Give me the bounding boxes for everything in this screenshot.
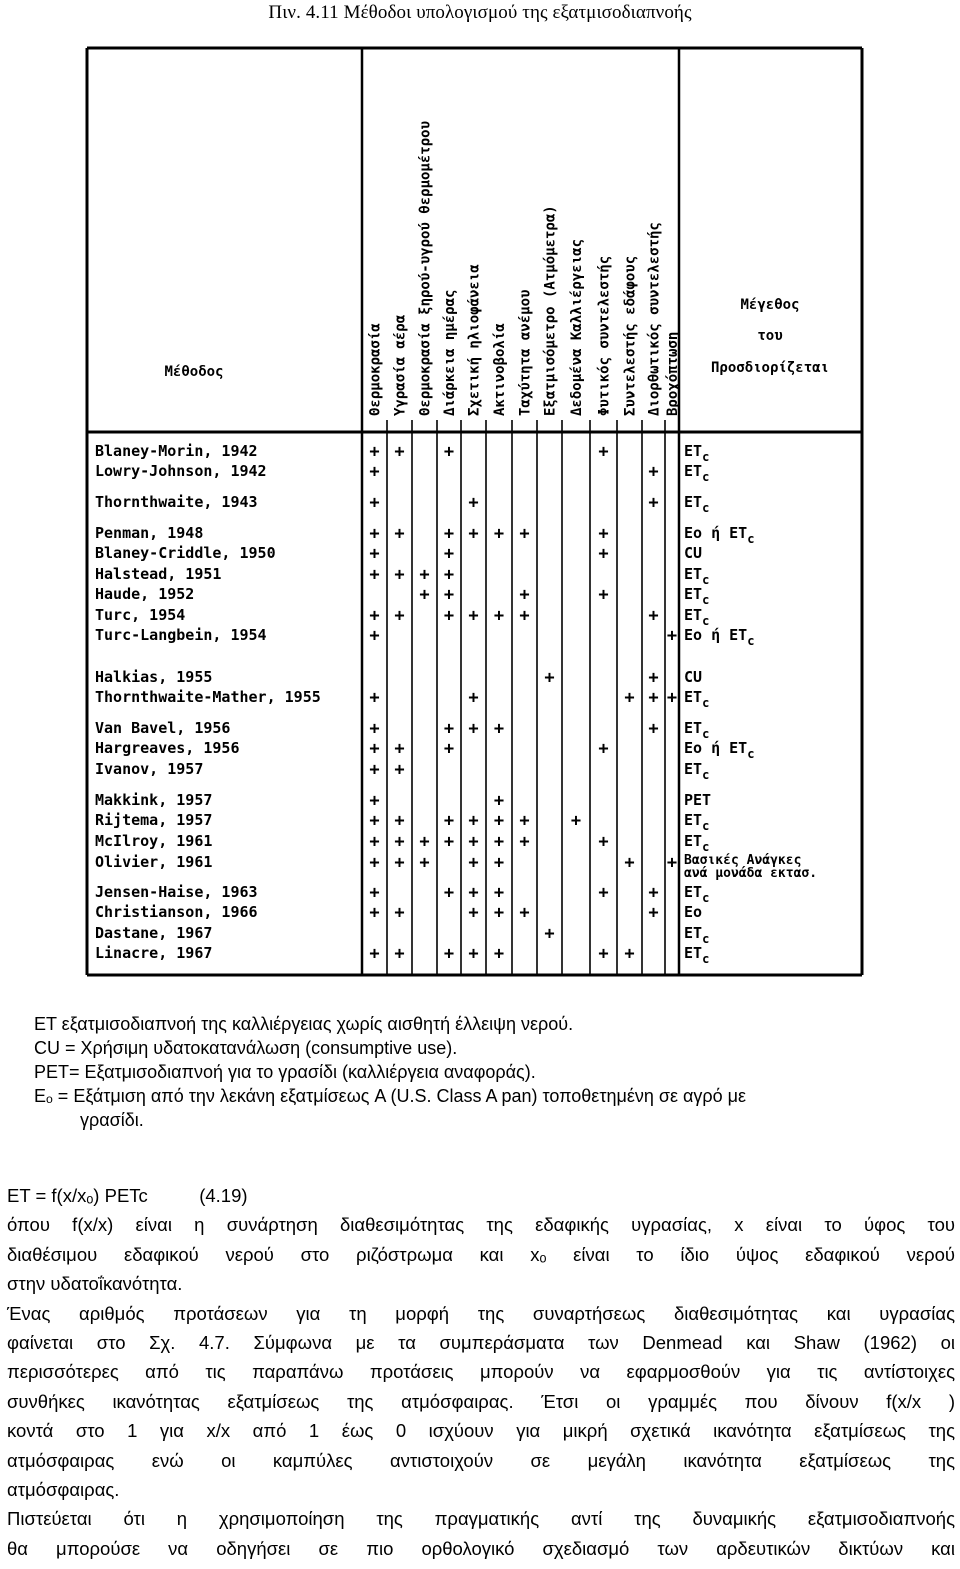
plus-mark: + — [369, 524, 380, 544]
result-value: $ET_c$ — [684, 811, 710, 833]
plus-mark: + — [648, 903, 659, 923]
note-eo: Eₒ = Εξάτμιση από την λεκάνη εξατμίσεως A (U.S. Class A pan) τοποθετημένη σε αγρό με — [34, 1086, 747, 1106]
plus-mark: + — [598, 832, 609, 852]
result-value: Eo ή $ET_c$ — [684, 739, 755, 761]
plus-mark: + — [468, 688, 479, 708]
plus-mark: + — [443, 719, 455, 739]
column-header: Εξατμισόμετρο (Ατμόμετρα) — [542, 205, 559, 416]
plus-mark: + — [598, 739, 609, 759]
table-caption: Πιν. 4.11 Μέθοδοι υπολογισμού της εξατμισοδιαπνοής — [268, 2, 692, 23]
plus-mark: + — [369, 719, 380, 739]
column-header: Σχετική ηλιοφάνεια — [466, 264, 483, 416]
note-cu: CU = Χρήσιμη υδατοκατανάλωση (consumptive use). — [34, 1038, 458, 1058]
paragraph-line: ατμόσφαιρας. — [7, 1479, 120, 1501]
plus-mark: + — [648, 719, 659, 739]
plus-mark: + — [419, 565, 430, 585]
plus-mark: + — [468, 524, 479, 544]
column-header: Ταχύτητα ανέμου — [517, 289, 534, 416]
plus-mark: + — [394, 811, 405, 831]
paragraph-line: Ένας αριθμός προτάσεων για τη μορφή της συναρτήσεως διαθεσιμότητας και υγρασίας — [7, 1302, 955, 1324]
plus-mark: + — [394, 606, 405, 626]
plus-mark: + — [648, 493, 659, 513]
plus-mark: + — [369, 688, 380, 708]
plus-mark: + — [544, 924, 555, 944]
method-name: Thornthwaite-Mather, 1955 — [95, 688, 321, 706]
plus-mark: + — [369, 739, 380, 759]
plus-mark: + — [519, 524, 530, 544]
paragraph-line: συνθήκες ικανότητας εξατμίσεως της ατμόσφαιρας. Έτσι οι γραμμές που δίνουν f(x/x ) — [7, 1390, 955, 1412]
body-text — [7, 1181, 955, 1563]
column-header: Ακτινοβολία — [492, 323, 508, 416]
note-pet: PET= Εξατμισοδιαπνοή για το γρασίδι (καλλιέργεια αναφοράς). — [34, 1062, 536, 1082]
plus-mark: + — [598, 544, 609, 564]
paragraph-line: διαθέσιμου εδαφικού νερού στο ριζόστρωμα και xₒ είναι το ίδιο ύψος εδαφικού νερού — [7, 1243, 955, 1265]
plus-mark: + — [648, 668, 659, 688]
plus-mark: + — [493, 719, 505, 739]
plus-mark: + — [468, 903, 479, 923]
plus-mark: + — [443, 883, 455, 903]
plus-mark: + — [419, 853, 430, 873]
plus-mark: + — [443, 739, 455, 759]
plus-mark: + — [419, 585, 430, 605]
plus-mark: + — [468, 944, 479, 964]
plus-mark: + — [493, 791, 505, 811]
paragraph-line: ατμόσφαιρας ενώ οι καμπύλες αντιστοιχούν σε μεγάλη ικανότητα εξατμίσεως της — [7, 1449, 955, 1471]
plus-mark: + — [468, 883, 479, 903]
plus-mark: + — [666, 853, 678, 873]
paragraph-line: περισσότερες από τις παραπάνω προτάσεις μπορούν να εφαρμοσθούν για τις αντίστοιχες — [7, 1361, 955, 1383]
method-name: Dastane, 1967 — [95, 924, 213, 942]
plus-mark: + — [443, 811, 455, 831]
plus-mark: + — [468, 832, 479, 852]
plus-mark: + — [443, 565, 455, 585]
plus-mark: + — [369, 565, 380, 585]
method-name: Penman, 1948 — [95, 524, 204, 542]
plus-mark: + — [369, 544, 380, 564]
plus-mark: + — [624, 688, 635, 708]
plus-mark: + — [369, 493, 380, 513]
method-name: Christianson, 1966 — [95, 903, 258, 921]
plus-mark: + — [443, 832, 455, 852]
plus-mark: + — [369, 606, 380, 626]
plus-mark: + — [443, 944, 455, 964]
result-header-line: Προσδιορίζεται — [710, 360, 830, 376]
result-value: $ET_c$ — [684, 493, 710, 515]
paragraph-line: κοντά στο 1 για x/x από 1 έως 0 ισχύουν για μικρή σχετικά ικανότητα εξατμίσεως της — [7, 1420, 955, 1442]
note-eo-continued: γρασίδι. — [80, 1110, 144, 1130]
plus-mark: + — [624, 853, 635, 873]
method-name: Haude, 1952 — [95, 585, 195, 603]
plus-mark: + — [369, 883, 380, 903]
plus-mark: + — [598, 585, 609, 605]
plus-mark: + — [493, 811, 505, 831]
result-value: $ET_c$ — [684, 883, 710, 905]
column-header: Φυτικός συντελεστής — [596, 255, 613, 416]
equation-expression: ET = f(x/xₒ) PETc — [7, 1185, 148, 1206]
plus-mark: + — [570, 811, 582, 831]
method-name: Hargreaves, 1956 — [95, 739, 240, 757]
column-header: Διάρκεια ημέρας — [442, 289, 458, 416]
result-value: ανά μονάδα εκτασ. — [684, 866, 818, 881]
method-name: Rijtema, 1957 — [95, 811, 213, 829]
plus-mark: + — [648, 606, 659, 626]
plus-mark: + — [369, 853, 380, 873]
plus-mark: + — [519, 811, 530, 831]
plus-mark: + — [493, 944, 505, 964]
result-value: CU — [684, 668, 703, 686]
paragraph-line: φαίνεται στο Σχ. 4.7. Σύμφωνα με τα συμπεράσματα των Denmead και Shaw (1962) οι — [7, 1332, 955, 1354]
plus-mark: + — [468, 719, 479, 739]
plus-mark: + — [666, 626, 678, 646]
plus-mark: + — [419, 832, 430, 852]
plus-mark: + — [519, 585, 530, 605]
plus-mark: + — [598, 944, 609, 964]
plus-mark: + — [493, 903, 505, 923]
note-et: ET εξατμισοδιαπνοή της καλλιέργειας χωρίς αισθητή έλλειψη νερού. — [34, 1014, 574, 1034]
plus-mark: + — [394, 760, 405, 780]
plus-mark: + — [443, 544, 455, 564]
plus-mark: + — [598, 883, 609, 903]
method-name: Halkias, 1955 — [95, 668, 213, 686]
plus-mark: + — [493, 853, 505, 873]
method-name: Linacre, 1967 — [95, 944, 213, 962]
plus-mark: + — [544, 668, 555, 688]
equation-4-19 — [7, 1181, 955, 1210]
method-name: Ivanov, 1957 — [95, 760, 204, 778]
plus-mark: + — [443, 442, 455, 462]
column-header: Διορθωτικός συντελεστής — [646, 222, 663, 416]
plus-mark: + — [369, 903, 380, 923]
plus-mark: + — [394, 739, 405, 759]
column-header: Συντελεστής εδάφους — [622, 255, 639, 416]
plus-mark: + — [394, 944, 405, 964]
plus-mark: + — [369, 832, 380, 852]
method-name: Olivier, 1961 — [95, 853, 213, 871]
plus-mark: + — [598, 442, 609, 462]
method-name: Turc, 1954 — [95, 606, 186, 624]
method-name: Halstead, 1951 — [95, 565, 222, 583]
result-value: CU — [684, 544, 703, 562]
column-header: Θερμοκρασία — [367, 323, 384, 416]
plus-mark: + — [443, 606, 455, 626]
result-value: $ET_c$ — [684, 760, 710, 782]
column-header: Θερμοκρασία ξηρού-υγρού θερμομέτρου — [417, 120, 434, 416]
method-name: Turc-Langbein, 1954 — [95, 626, 267, 644]
plus-mark: + — [394, 442, 405, 462]
plus-mark: + — [394, 832, 405, 852]
plus-mark: + — [648, 883, 659, 903]
method-name: Van Bavel, 1956 — [95, 719, 231, 737]
paragraph-line: θα μπορούσε να οδηγήσει σε πιο ορθολογικό σχεδιασμό των αρδευτικών δικτύων και — [7, 1537, 955, 1559]
plus-mark: + — [519, 832, 530, 852]
method-header: Μέθοδος — [164, 364, 224, 380]
result-value: Eo ή $ET_c$ — [684, 524, 755, 546]
plus-mark: + — [493, 524, 505, 544]
plus-mark: + — [369, 944, 380, 964]
column-header: Δεδομένα Καλλιέργειας — [569, 238, 585, 416]
method-name: Blaney-Criddle, 1950 — [95, 544, 276, 562]
method-name: Thornthwaite, 1943 — [95, 493, 258, 511]
plus-mark: + — [493, 883, 505, 903]
column-header: Βροχόπτωση — [665, 331, 681, 416]
plus-mark: + — [468, 606, 479, 626]
plus-mark: + — [369, 791, 380, 811]
plus-mark: + — [394, 853, 405, 873]
plus-mark: + — [648, 462, 659, 482]
paragraph-line: στην υδατοΐκανότητα. — [7, 1273, 183, 1295]
plus-mark: + — [369, 811, 380, 831]
plus-mark: + — [369, 760, 380, 780]
plus-mark: + — [666, 688, 678, 708]
method-name: Jensen-Haise, 1963 — [95, 883, 258, 901]
plus-mark: + — [394, 903, 405, 923]
result-value: $ET_c$ — [684, 462, 710, 484]
plus-mark: + — [493, 832, 505, 852]
plus-mark: + — [624, 944, 635, 964]
result-value: Eo ή $ET_c$ — [684, 626, 755, 648]
result-header-line: Μέγεθος — [740, 297, 800, 313]
plus-mark: + — [369, 442, 380, 462]
plus-mark: + — [493, 606, 505, 626]
plus-mark: + — [394, 565, 405, 585]
method-name: Blaney-Morin, 1942 — [95, 442, 258, 460]
paragraph-line: Πιστεύεται ότι η χρησιμοποίηση της πραγματικής αντί της δυναμικής εξατμισοδιαπνοής — [7, 1508, 955, 1530]
plus-mark: + — [519, 606, 530, 626]
result-value: $ET_c$ — [684, 442, 710, 464]
column-header: Υγρασία αέρα — [392, 314, 409, 416]
abbreviation-notes — [34, 1012, 934, 1132]
plus-mark: + — [369, 626, 380, 646]
equation-number: (4.19) — [199, 1185, 248, 1206]
plus-mark: + — [468, 811, 479, 831]
result-value: PET — [684, 791, 712, 809]
paragraph-line: όπου f(x/x) είναι η συνάρτηση διαθεσιμότητας της εδαφικής υγρασίας, x είναι το ύφος του — [7, 1214, 955, 1236]
result-value: $ET_c$ — [684, 565, 710, 587]
result-value: $ET_c$ — [684, 832, 710, 854]
result-value: $ET_c$ — [684, 719, 710, 741]
method-name: McIlroy, 1961 — [95, 832, 213, 850]
method-name: Makkink, 1957 — [95, 791, 213, 809]
method-name: Lowry-Johnson, 1942 — [95, 462, 267, 480]
result-value: $ET_c$ — [684, 944, 710, 966]
plus-mark: + — [468, 853, 479, 873]
plus-mark: + — [394, 524, 405, 544]
plus-mark: + — [369, 462, 380, 482]
plus-mark: + — [468, 493, 479, 513]
result-header-line: του — [757, 328, 783, 344]
result-value: $ET_c$ — [684, 585, 710, 607]
result-value: $ET_c$ — [684, 606, 710, 628]
result-value: $ET_c$ — [684, 688, 710, 710]
plus-mark: + — [443, 585, 455, 605]
result-value: $ET_c$ — [684, 924, 710, 946]
plus-mark: + — [648, 688, 659, 708]
plus-mark: + — [443, 524, 455, 544]
plus-mark: + — [598, 524, 609, 544]
plus-mark: + — [519, 903, 530, 923]
result-value: Eo — [684, 903, 703, 921]
result-value: Βασικές Ανάγκες — [684, 853, 802, 868]
